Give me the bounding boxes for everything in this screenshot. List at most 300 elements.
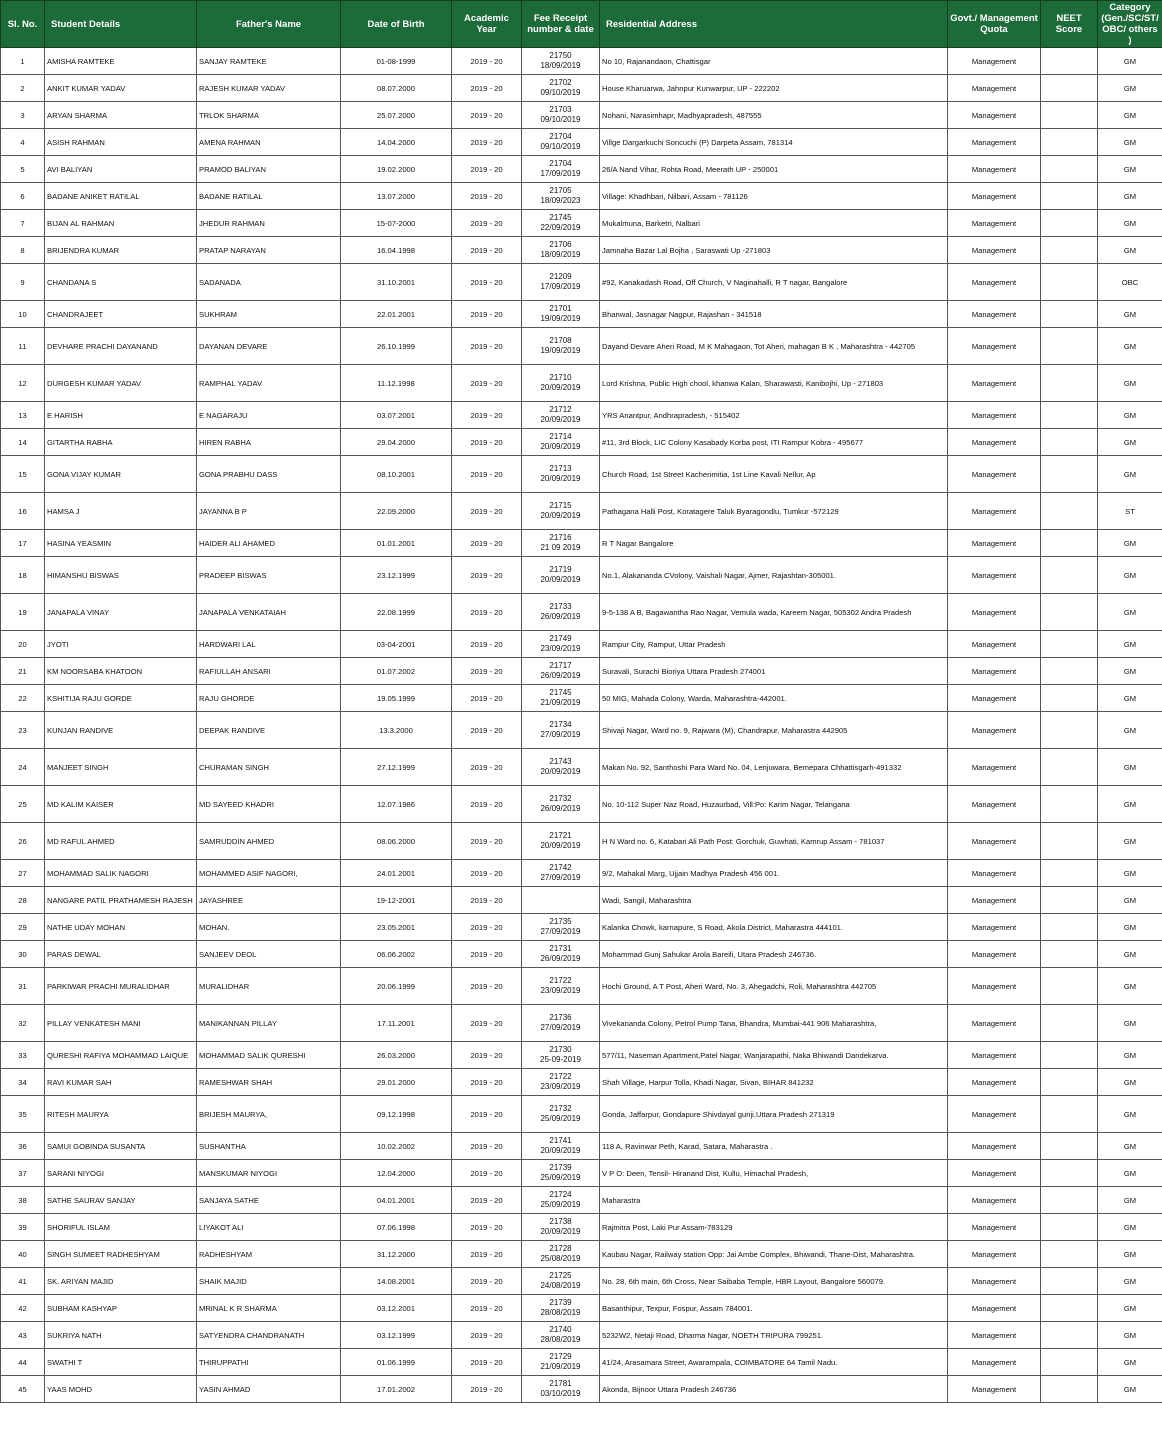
sl-no-cell: 14 xyxy=(1,429,45,456)
student-name-cell: BRIJENDRA KUMAR xyxy=(45,237,197,264)
address-cell: #92, Kanakadash Road, Off Church, V Naginahalli, R T nagar, Bangalore xyxy=(600,264,948,301)
father-name-cell: MRINAL K R SHARMA xyxy=(197,1295,341,1322)
category-cell: GM xyxy=(1098,1322,1162,1349)
quota-cell: Management xyxy=(948,712,1041,749)
receipt-date: 18/09/2023 xyxy=(540,196,581,205)
neet-score-cell xyxy=(1041,941,1098,968)
student-name-cell: HASINA YEASMIN xyxy=(45,530,197,557)
sl-no-cell: 45 xyxy=(1,1376,45,1403)
sl-no-cell: 44 xyxy=(1,1349,45,1376)
receipt-date: 19/09/2019 xyxy=(540,314,581,323)
receipt-date: 23/09/2019 xyxy=(540,644,581,653)
receipt-date: 25/09/2019 xyxy=(540,1173,581,1182)
quota-cell: Management xyxy=(948,1042,1041,1069)
dob-cell: 13.07.2000 xyxy=(341,183,452,210)
receipt-date: 25/09/2019 xyxy=(540,1200,581,1209)
father-name-cell: RADHESHYAM xyxy=(197,1241,341,1268)
header-sl-no: Sl. No. xyxy=(1,1,45,48)
receipt-date: 18/09/2019 xyxy=(540,250,581,259)
address-cell: V P O: Deen, Tensil- Hiranand Dist, Kullu, Himachal Pradesh, xyxy=(600,1160,948,1187)
neet-score-cell xyxy=(1041,887,1098,914)
neet-score-cell xyxy=(1041,48,1098,75)
academic-year-cell: 2019 - 20 xyxy=(452,1042,522,1069)
receipt-number: 21734 xyxy=(549,720,572,729)
student-name-cell: SWATHI T xyxy=(45,1349,197,1376)
academic-year-cell: 2019 - 20 xyxy=(452,183,522,210)
receipt-number: 21735 xyxy=(549,917,572,926)
fee-receipt-cell xyxy=(522,914,600,941)
receipt-date: 27/09/2019 xyxy=(540,730,581,739)
fee-receipt-cell xyxy=(522,1042,600,1069)
category-cell: OBC xyxy=(1098,264,1162,301)
dob-cell: 26.03.2000 xyxy=(341,1042,452,1069)
student-name-cell: DURGESH KUMAR YADAV xyxy=(45,365,197,402)
neet-score-cell xyxy=(1041,237,1098,264)
category-cell: GM xyxy=(1098,48,1162,75)
sl-no-cell: 35 xyxy=(1,1096,45,1133)
fee-receipt-cell xyxy=(522,1005,600,1042)
student-name-cell: DEVHARE PRACHI DAYANAND xyxy=(45,328,197,365)
sl-no-cell: 20 xyxy=(1,631,45,658)
student-name-cell: JANAPALA VINAY xyxy=(45,594,197,631)
dob-cell: 20.06.1999 xyxy=(341,968,452,1005)
fee-receipt-cell xyxy=(522,1096,600,1133)
receipt-number: 21704 xyxy=(549,159,572,168)
receipt-date: 20/09/2019 xyxy=(540,383,581,392)
header-neet-score: NEET Score xyxy=(1041,1,1098,48)
fee-receipt-cell xyxy=(522,594,600,631)
dob-cell: 17.01.2002 xyxy=(341,1376,452,1403)
academic-year-cell: 2019 - 20 xyxy=(452,968,522,1005)
table-row xyxy=(1,887,1162,914)
address-cell: Lord Krishna, Public High chool, khanwa Kalan, Sharawasti, Kanibojhi, Up - 271803 xyxy=(600,365,948,402)
receipt-date: 20/09/2019 xyxy=(540,511,581,520)
table-row xyxy=(1,712,1162,749)
father-name-cell: SAMRUDDIN AHMED xyxy=(197,823,341,860)
student-name-cell: NANGARE PATIL PRATHAMESH RAJESH xyxy=(45,887,197,914)
receipt-number: 21732 xyxy=(549,1104,572,1113)
category-cell: GM xyxy=(1098,1005,1162,1042)
table-row xyxy=(1,658,1162,685)
father-name-cell: MANSKUMAR NIYOGI xyxy=(197,1160,341,1187)
father-name-cell: JANAPALA VENKATAIAH xyxy=(197,594,341,631)
sl-no-cell: 30 xyxy=(1,941,45,968)
receipt-number: 21739 xyxy=(549,1163,572,1172)
table-row xyxy=(1,530,1162,557)
father-name-cell: MD SAYEED KHADRI xyxy=(197,786,341,823)
neet-score-cell xyxy=(1041,1133,1098,1160)
address-cell: Vivekananda Colony, Petrol Pump Tana, Bhandra, Mumbai-441 906 Maharashtra, xyxy=(600,1005,948,1042)
fee-receipt-cell xyxy=(522,887,600,914)
table-row xyxy=(1,102,1162,129)
student-name-cell: AMISHA RAMTEKE xyxy=(45,48,197,75)
student-name-cell: SK. ARIYAN MAJID xyxy=(45,1268,197,1295)
table-header-row xyxy=(1,1,1162,48)
academic-year-cell: 2019 - 20 xyxy=(452,328,522,365)
receipt-date: 22/09/2019 xyxy=(540,223,581,232)
address-cell: No. 28, 6th main, 6th Cross, Near Saibaba Temple, HBR Layout, Bangalore 560079. xyxy=(600,1268,948,1295)
address-cell: Dayand Devare Aheri Road, M K Mahagaon, Tot Aheri, mahagan B K , Maharashtra - 442705 xyxy=(600,328,948,365)
receipt-date: 17/09/2019 xyxy=(540,169,581,178)
neet-score-cell xyxy=(1041,631,1098,658)
dob-cell: 01.06.1999 xyxy=(341,1349,452,1376)
dob-cell: 23.12.1999 xyxy=(341,557,452,594)
dob-cell: 01-08-1999 xyxy=(341,48,452,75)
quota-cell: Management xyxy=(948,1005,1041,1042)
receipt-number: 21743 xyxy=(549,757,572,766)
dob-cell: 03.12.2001 xyxy=(341,1295,452,1322)
father-name-cell: DEEPAK RANDIVE xyxy=(197,712,341,749)
table-row xyxy=(1,1241,1162,1268)
header-quota: Govt./ Management Quota xyxy=(948,1,1041,48)
table-row xyxy=(1,557,1162,594)
student-name-cell: MANJEET SINGH xyxy=(45,749,197,786)
neet-score-cell xyxy=(1041,1241,1098,1268)
neet-score-cell xyxy=(1041,1187,1098,1214)
neet-score-cell xyxy=(1041,860,1098,887)
quota-cell: Management xyxy=(948,328,1041,365)
quota-cell: Management xyxy=(948,1376,1041,1403)
sl-no-cell: 37 xyxy=(1,1160,45,1187)
academic-year-cell: 2019 - 20 xyxy=(452,102,522,129)
address-cell: Makan No. 92, Santhoshi Para Ward No. 04, Lenjuwara, Bemepara Chhattisgarh-491332 xyxy=(600,749,948,786)
neet-score-cell xyxy=(1041,1042,1098,1069)
fee-receipt-cell xyxy=(522,1268,600,1295)
category-cell: GM xyxy=(1098,75,1162,102)
fee-receipt-cell xyxy=(522,102,600,129)
neet-score-cell xyxy=(1041,1005,1098,1042)
fee-receipt-cell xyxy=(522,1349,600,1376)
category-cell: GM xyxy=(1098,1241,1162,1268)
student-name-cell: SINGH SUMEET RADHESHYAM xyxy=(45,1241,197,1268)
table-body xyxy=(1,48,1162,1403)
header-residential-address: Residential Address xyxy=(600,1,948,48)
sl-no-cell: 38 xyxy=(1,1187,45,1214)
student-name-cell: PARAS DEWAL xyxy=(45,941,197,968)
receipt-number: 21725 xyxy=(549,1271,572,1280)
neet-score-cell xyxy=(1041,1268,1098,1295)
neet-score-cell xyxy=(1041,1295,1098,1322)
receipt-date: 28/08/2019 xyxy=(540,1335,581,1344)
neet-score-cell xyxy=(1041,914,1098,941)
fee-receipt-cell xyxy=(522,75,600,102)
sl-no-cell: 18 xyxy=(1,557,45,594)
father-name-cell: THIRUPPATHI xyxy=(197,1349,341,1376)
receipt-date: 21/09/2019 xyxy=(540,698,581,707)
category-cell: GM xyxy=(1098,328,1162,365)
receipt-date: 25/09/2019 xyxy=(540,1114,581,1123)
neet-score-cell xyxy=(1041,102,1098,129)
quota-cell: Management xyxy=(948,941,1041,968)
student-name-cell: SATHE SAURAV SANJAY xyxy=(45,1187,197,1214)
category-cell: GM xyxy=(1098,129,1162,156)
address-cell: Akonda, Bijnoor Uttara Pradesh 246736 xyxy=(600,1376,948,1403)
academic-year-cell: 2019 - 20 xyxy=(452,264,522,301)
fee-receipt-cell xyxy=(522,365,600,402)
sl-no-cell: 19 xyxy=(1,594,45,631)
neet-score-cell xyxy=(1041,183,1098,210)
table-row xyxy=(1,941,1162,968)
student-name-cell: ASISH RAHMAN xyxy=(45,129,197,156)
father-name-cell: LIYAKOT ALI xyxy=(197,1214,341,1241)
quota-cell: Management xyxy=(948,1133,1041,1160)
table-row xyxy=(1,1005,1162,1042)
quota-cell: Management xyxy=(948,129,1041,156)
student-name-cell: CHANDRAJEET xyxy=(45,301,197,328)
sl-no-cell: 40 xyxy=(1,1241,45,1268)
fee-receipt-cell xyxy=(522,429,600,456)
fee-receipt-cell xyxy=(522,183,600,210)
dob-cell: 01.01.2001 xyxy=(341,530,452,557)
fee-receipt-cell xyxy=(522,631,600,658)
category-cell: GM xyxy=(1098,712,1162,749)
sl-no-cell: 27 xyxy=(1,860,45,887)
address-cell: Village: Khadhbari, Nilbari, Assam - 781126 xyxy=(600,183,948,210)
category-cell: GM xyxy=(1098,1295,1162,1322)
sl-no-cell: 22 xyxy=(1,685,45,712)
category-cell: GM xyxy=(1098,402,1162,429)
category-cell: GM xyxy=(1098,1214,1162,1241)
address-cell: 26/A Nand Vihar, Rohta Road, Meerath UP - 250001 xyxy=(600,156,948,183)
address-cell: Gonda, Jaffarpur, Gondapure Shivdayal gunji,Uttara Pradesh 271319 xyxy=(600,1096,948,1133)
receipt-number: 21749 xyxy=(549,634,572,643)
address-cell: Shah Village, Harpur Tolla, Khadi Nagar, Sivan, BIHAR 841232 xyxy=(600,1069,948,1096)
sl-no-cell: 16 xyxy=(1,493,45,530)
address-cell: Pathagana Halli Post, Koratagere Taluk Byaragondlu, Tumkur -572129 xyxy=(600,493,948,530)
neet-score-cell xyxy=(1041,594,1098,631)
receipt-date: 20/09/2019 xyxy=(540,1227,581,1236)
category-cell: GM xyxy=(1098,530,1162,557)
student-name-cell: KSHITIJA RAJU GORDE xyxy=(45,685,197,712)
dob-cell: 31.12.2000 xyxy=(341,1241,452,1268)
sl-no-cell: 3 xyxy=(1,102,45,129)
fee-receipt-cell xyxy=(522,712,600,749)
academic-year-cell: 2019 - 20 xyxy=(452,1133,522,1160)
student-name-cell: MD KALIM KAISER xyxy=(45,786,197,823)
academic-year-cell: 2019 - 20 xyxy=(452,712,522,749)
student-name-cell: PILLAY VENKATESH MANI xyxy=(45,1005,197,1042)
neet-score-cell xyxy=(1041,264,1098,301)
quota-cell: Management xyxy=(948,102,1041,129)
dob-cell: 14.04.2000 xyxy=(341,129,452,156)
quota-cell: Management xyxy=(948,402,1041,429)
receipt-number: 21712 xyxy=(549,405,572,414)
neet-score-cell xyxy=(1041,1096,1098,1133)
receipt-date: 03/10/2019 xyxy=(540,1389,581,1398)
student-name-cell: RAVI KUMAR SAH xyxy=(45,1069,197,1096)
dob-cell: 23.05.2001 xyxy=(341,914,452,941)
neet-score-cell xyxy=(1041,429,1098,456)
receipt-date: 09/10/2019 xyxy=(540,142,581,151)
receipt-number: 21739 xyxy=(549,1298,572,1307)
category-cell: GM xyxy=(1098,685,1162,712)
fee-receipt-cell xyxy=(522,237,600,264)
table-row xyxy=(1,429,1162,456)
address-cell: #11, 3rd Block, LIC Colony Kasabady Korba post, ITI Rampur Kobra - 495677 xyxy=(600,429,948,456)
address-cell: Basanthipur, Texpur, Fospur, Assam 784001. xyxy=(600,1295,948,1322)
neet-score-cell xyxy=(1041,1376,1098,1403)
table-row xyxy=(1,786,1162,823)
receipt-number: 21703 xyxy=(549,105,572,114)
table-row xyxy=(1,823,1162,860)
category-cell: GM xyxy=(1098,1042,1162,1069)
receipt-date: 26/09/2019 xyxy=(540,612,581,621)
address-cell: Villge Dargarkuchi Soncuchi (P) Darpeta Assam, 781314 xyxy=(600,129,948,156)
fee-receipt-cell xyxy=(522,1214,600,1241)
category-cell: GM xyxy=(1098,1376,1162,1403)
academic-year-cell: 2019 - 20 xyxy=(452,1069,522,1096)
table-row xyxy=(1,301,1162,328)
father-name-cell: HAIDER ALI AHAMED xyxy=(197,530,341,557)
student-name-cell: ANKIT KUMAR YADAV xyxy=(45,75,197,102)
fee-receipt-cell xyxy=(522,402,600,429)
category-cell: GM xyxy=(1098,658,1162,685)
father-name-cell: SADANADA xyxy=(197,264,341,301)
receipt-date: 20/09/2019 xyxy=(540,575,581,584)
table-row xyxy=(1,1096,1162,1133)
address-cell: 577/11, Naseman Apartment,Patel Nagar, Wanjarapathi, Naka Bhiwandi Dandekarva. xyxy=(600,1042,948,1069)
fee-receipt-cell xyxy=(522,1069,600,1096)
receipt-date: 20/09/2019 xyxy=(540,442,581,451)
academic-year-cell: 2019 - 20 xyxy=(452,1322,522,1349)
dob-cell: 19.05.1999 xyxy=(341,685,452,712)
academic-year-cell: 2019 - 20 xyxy=(452,1376,522,1403)
receipt-number: 21714 xyxy=(549,432,572,441)
receipt-date: 27/09/2019 xyxy=(540,1023,581,1032)
address-cell: Nohani, Narasimhapr, Madhyapradesh, 487555 xyxy=(600,102,948,129)
receipt-number: 21741 xyxy=(549,1136,572,1145)
quota-cell: Management xyxy=(948,1295,1041,1322)
dob-cell: 22.08.1999 xyxy=(341,594,452,631)
fee-receipt-cell xyxy=(522,941,600,968)
quota-cell: Management xyxy=(948,493,1041,530)
dob-cell: 08.06.2000 xyxy=(341,823,452,860)
table-row xyxy=(1,156,1162,183)
quota-cell: Management xyxy=(948,786,1041,823)
quota-cell: Management xyxy=(948,749,1041,786)
table-row xyxy=(1,402,1162,429)
receipt-date: 20/09/2019 xyxy=(540,415,581,424)
address-cell: 9-5-138 A B, Bagawantha Rao Nagar, Vemula wada, Kareem Nagar, 505302 Andra Pradesh xyxy=(600,594,948,631)
table-row xyxy=(1,1069,1162,1096)
receipt-number: 21724 xyxy=(549,1190,572,1199)
address-cell: Maharastra xyxy=(600,1187,948,1214)
receipt-date: 26/09/2019 xyxy=(540,804,581,813)
category-cell: GM xyxy=(1098,1160,1162,1187)
student-name-cell: GITARTHA RABHA xyxy=(45,429,197,456)
neet-score-cell xyxy=(1041,328,1098,365)
receipt-date: 09/10/2019 xyxy=(540,115,581,124)
quota-cell: Management xyxy=(948,1349,1041,1376)
receipt-number: 21738 xyxy=(549,1217,572,1226)
quota-cell: Management xyxy=(948,456,1041,493)
sl-no-cell: 6 xyxy=(1,183,45,210)
sl-no-cell: 8 xyxy=(1,237,45,264)
category-cell: GM xyxy=(1098,968,1162,1005)
header-category: Category (Gen./SC/ST/ OBC/ others ) xyxy=(1098,1,1162,48)
sl-no-cell: 15 xyxy=(1,456,45,493)
table-row xyxy=(1,183,1162,210)
receipt-date: 26/09/2019 xyxy=(540,954,581,963)
category-cell: ST xyxy=(1098,493,1162,530)
receipt-number: 21733 xyxy=(549,602,572,611)
father-name-cell: SANJAY RAMTEKE xyxy=(197,48,341,75)
dob-cell: 25.07.2000 xyxy=(341,102,452,129)
neet-score-cell xyxy=(1041,493,1098,530)
student-name-cell: KUNJAN RANDIVE xyxy=(45,712,197,749)
neet-score-cell xyxy=(1041,685,1098,712)
neet-score-cell xyxy=(1041,129,1098,156)
sl-no-cell: 1 xyxy=(1,48,45,75)
neet-score-cell xyxy=(1041,1322,1098,1349)
neet-score-cell xyxy=(1041,1214,1098,1241)
father-name-cell: BADANE RATILAL xyxy=(197,183,341,210)
dob-cell: 03.12.1999 xyxy=(341,1322,452,1349)
receipt-number: 21713 xyxy=(549,464,572,473)
table-row xyxy=(1,749,1162,786)
father-name-cell: SHAIK MAJID xyxy=(197,1268,341,1295)
quota-cell: Management xyxy=(948,914,1041,941)
receipt-date: 19/09/2019 xyxy=(540,346,581,355)
student-name-cell: YAAS MOHD xyxy=(45,1376,197,1403)
father-name-cell: RAMESHWAR SHAH xyxy=(197,1069,341,1096)
student-name-cell: CHANDANA S xyxy=(45,264,197,301)
category-cell: GM xyxy=(1098,102,1162,129)
father-name-cell: PRATAP NARAYAN xyxy=(197,237,341,264)
academic-year-cell: 2019 - 20 xyxy=(452,1349,522,1376)
father-name-cell: MURALIDHAR xyxy=(197,968,341,1005)
table-row xyxy=(1,1133,1162,1160)
receipt-date: 20/09/2019 xyxy=(540,841,581,850)
receipt-date: 27/09/2019 xyxy=(540,927,581,936)
father-name-cell: SUSHANTHA xyxy=(197,1133,341,1160)
fee-receipt-cell xyxy=(522,1187,600,1214)
quota-cell: Management xyxy=(948,968,1041,1005)
father-name-cell: JAYANNA B P xyxy=(197,493,341,530)
academic-year-cell: 2019 - 20 xyxy=(452,1005,522,1042)
academic-year-cell: 2019 - 20 xyxy=(452,530,522,557)
father-name-cell: SANJEEV DEOL xyxy=(197,941,341,968)
quota-cell: Management xyxy=(948,264,1041,301)
academic-year-cell: 2019 - 20 xyxy=(452,658,522,685)
fee-receipt-cell xyxy=(522,823,600,860)
quota-cell: Management xyxy=(948,1069,1041,1096)
father-name-cell: YASIN AHMAD xyxy=(197,1376,341,1403)
receipt-number: 21209 xyxy=(549,272,572,281)
academic-year-cell: 2019 - 20 xyxy=(452,48,522,75)
sl-no-cell: 42 xyxy=(1,1295,45,1322)
receipt-number: 21719 xyxy=(549,565,572,574)
student-name-cell: KM NOORSABA KHATOON xyxy=(45,658,197,685)
dob-cell: 17.11.2001 xyxy=(341,1005,452,1042)
table-row xyxy=(1,1322,1162,1349)
father-name-cell: DAYANAN DEVARE xyxy=(197,328,341,365)
dob-cell: 16.04.1998 xyxy=(341,237,452,264)
sl-no-cell: 11 xyxy=(1,328,45,365)
academic-year-cell: 2019 - 20 xyxy=(452,786,522,823)
table-row xyxy=(1,1042,1162,1069)
receipt-number: 21708 xyxy=(549,336,572,345)
sl-no-cell: 43 xyxy=(1,1322,45,1349)
table-row xyxy=(1,75,1162,102)
receipt-number: 21716 xyxy=(549,533,572,542)
table-row xyxy=(1,237,1162,264)
header-fee-receipt: Fee Receipt number & date xyxy=(522,1,600,48)
quota-cell: Management xyxy=(948,1241,1041,1268)
neet-score-cell xyxy=(1041,712,1098,749)
receipt-number: 21722 xyxy=(549,976,572,985)
receipt-number: 21702 xyxy=(549,78,572,87)
